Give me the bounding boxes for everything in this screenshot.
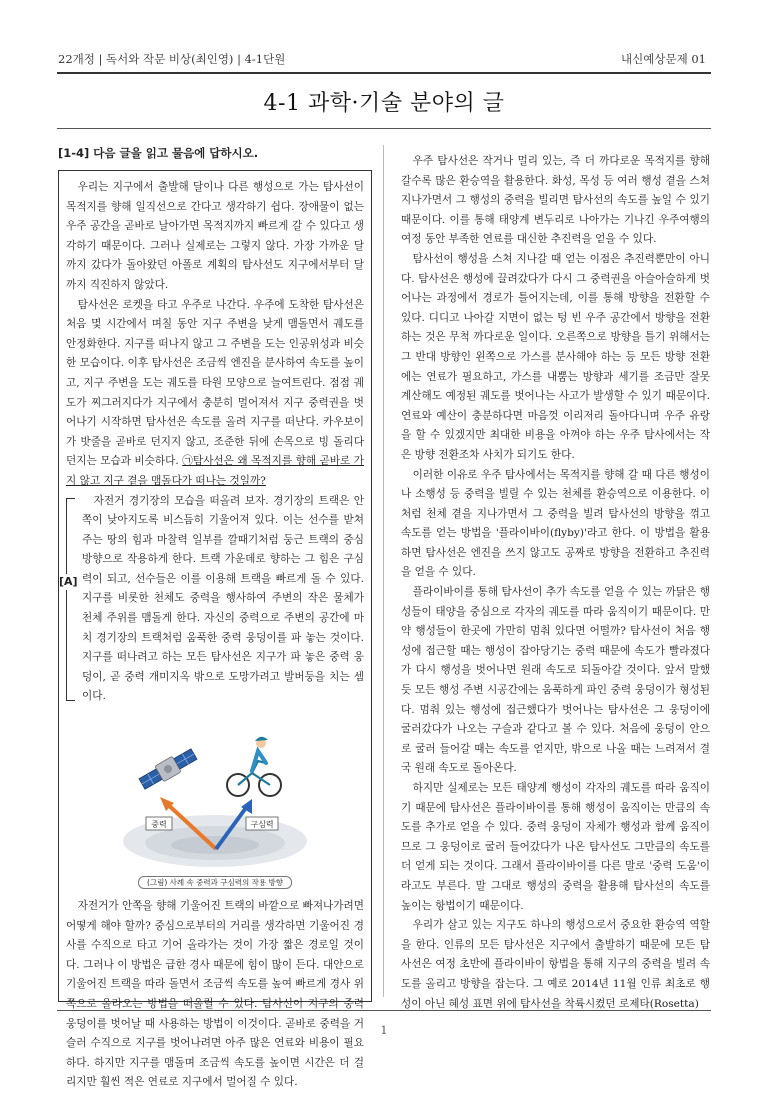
satellite-icon (138, 746, 199, 792)
footer-rule (57, 1010, 711, 1011)
paragraph: 하지만 실제로는 모든 태양계 행성이 각자의 궤도를 따라 움직이기 때문에 탐사선은 플라이바이를 통해 행성이 움직이는 만큼의 속도를 추가로 얻을 수 있다. 중력 웅덩이 자체가 행성과 함께 움직이므로 그 웅덩이로 굴러 들어갔다가 나온 탐사선도 그만큼의 속도를 더 얻게 되는 것이다. 그래서 플라이바이를 다른 말로 '중력 도움'이라고도 부른다. 말 그대로 행성의 중력을 활용해 탐사선의 속도를 높이는 항법이기 때문이다. (401, 782, 710, 912)
question-instruction: [1-4] 다음 글을 읽고 물음에 답하시오. (58, 146, 259, 160)
ground-ellipse-core (171, 836, 259, 854)
figure-illustration (120, 721, 310, 871)
page-number: 1 (380, 1024, 388, 1037)
left-column (59, 178, 365, 1093)
paragraph: 자전거가 안쪽을 향해 기울어진 트랙의 바깥으로 빠져나가려면 어떻게 해야 할까? 중심으로부터의 거리를 생각하면 기울어진 경사를 수직으로 타고 기어 올라가는 것이 가장 짧은 경로일 것이다. 그러나 이 방법은 급한 경사 때문에 힘이 많이 든다. 대안으로 기울어진 트랙을 따라 돌면서 조금씩 속도를 높여 빠르게 경사 위쪽으로 올라오는 방법을 떠올릴 수 있다. 탐사선이 지구의 중력 웅덩이를 벗어날 때 사용하는 방법이 이것이다. 곧바로 중력을 거슬러 수직으로 지구를 벗어나려면 아주 많은 연료와 비용이 필요하다. 하지만 지구를 맴돌며 조금씩 속도를 높이면 시간은 더 걸리지만 훨씬 적은 연료로 지구에서 멀어질 수 있다. (66, 900, 364, 1089)
header-rule (57, 72, 711, 74)
bracket-block-a (59, 492, 364, 708)
header-right: 내신예상문제 01 (621, 52, 706, 66)
paragraph (66, 296, 364, 492)
paragraph: 탐사선이 행성을 스쳐 지나갈 때 얻는 이점은 추진력뿐만이 아니다. 탐사선은 행성에 끌려갔다가 다시 그 중력권을 아슬아슬하게 벗어나는 과정에서 경로가 틀어지는데, 이를 통해 방향을 전환할 수 있다. 디디고 나아갈 지면이 없는 텅 빈 우주 공간에서 방향을 전환하는 것은 무척 까다로운 일이다. 오른쪽으로 방향을 틀기 위해서는 그 반대 방향인 왼쪽으로 가스를 분사해야 하는 등 모든 방향 전환에는 연료가 필요하고, 가스를 내뿜는 방향과 세기를 조금만 잘못 계산해도 예정된 궤도를 벗어나는 사고가 발생할 수 있기 때문이다. 연료와 예산이 충분하다면 마음껏 이리저리 돌아다니며 우주 유랑을 할 수 있겠지만 최대한 비용을 아껴야 하는 우주 탐사에서는 작은 방향 전환조차 사치가 되기도 한다. (401, 252, 710, 461)
figure-caption: (그림) 사례 속 중력과 구심력의 작용 방향 (66, 877, 364, 889)
column-divider (383, 145, 384, 997)
paragraph: 우주 탐사선은 작거나 멀리 있는, 즉 더 까다로운 목적지를 향해 갈수록 많은 환승역을 활용한다. 화성, 목성 등 여러 행성 곁을 스쳐 지나가면서 그 행성의 중력을 빌리면 탐사선의 속도를 높일 수 있기 때문이다. 이를 통해 태양계 변두리로 나아가는 기나긴 우주여행의 여정 동안 부족한 연료를 대신한 추진력을 얻을 수 있다. (401, 155, 710, 246)
header-left: 22개정 | 독서와 작문 비상(최인영) | 4-1단원 (58, 52, 286, 66)
underlined-question: ㉠탐사선은 왜 목적지를 향해 곧바로 가지 않고 지구 곁을 맴돌다가 떠나는 것일까? (66, 455, 365, 487)
figure-svg (120, 721, 310, 871)
gravity-label: 중력 (151, 820, 167, 830)
page-title: 4-1 과학·기술 분야의 글 (263, 91, 505, 116)
bracket-label: [A] (59, 574, 78, 588)
cyclist-icon (227, 737, 281, 796)
title-rule (57, 128, 711, 129)
paragraph-text: 탐사선은 로켓을 타고 우주로 나간다. 우주에 도착한 탐사선은 처음 몇 시간에서 며칠 동안 지구 주변을 낮게 맴돌면서 궤도를 안정화한다. 지구를 떠나지 않고 그 주변을 도는 인공위성과 비슷한 모습이다. 이후 탐사선은 조금씩 엔진을 분사하여 속도를 높이고, 지구 주변을 도는 궤도를 타원 모양으로 늘여트린다. 점점 궤도가 찌그러지다가 지구에서 충분히 멀어져서 지구 중력권을 벗어나기 시작하면 탐사선은 속도를 올려 지구를 떠난다. 카우보이가 밧줄을 곧바로 던지지 않고, 조준한 뒤에 손목으로 빙 돌리다 던지는 모습과 비슷하다. (66, 298, 364, 468)
paragraph: 우리는 지구에서 출발해 달이나 다른 행성으로 가는 탐사선이 목적지를 향해 일직선으로 간다고 생각하기 쉽다. 장애물이 없는 우주 공간을 곧바로 날아가면 목적지까지 빠르게 갈 수 있다고 생각하기 때문이다. 그러나 실제로는 그렇지 않다. 가장 가까운 달까지 갔다가 돌아왔던 아폴로 계획의 탐사선도 지구에서부터 달까지 직진하지 않았다. (66, 181, 364, 291)
paragraph: 이러한 이유로 우주 탐사에서는 목적지를 향해 갈 때 다른 행성이나 소행성 등 중력을 빌릴 수 있는 천체를 환승역으로 이용한다. 이처럼 천체 곁을 지나가면서 그 중력을 빌려 탐사선의 방향을 꺾고 속도를 얻는 방법을 '플라이바이(flyby)'라고 한다. 이 방법을 활용하면 탐사선은 엔진을 쓰지 않고도 공짜로 방향을 전환하고 추진력을 얻을 수 있다. (401, 468, 710, 579)
bracket-paragraph: 자전거 경기장의 모습을 떠올려 보자. 경기장의 트랙은 안쪽이 낮아지도록 비스듬히 기울어져 있다. 이는 선수를 받쳐 주는 땅의 힘과 마찰력 일부를 깔때기처럼 둥근 트랙의 중심 방향으로 작용하게 한다. 트랙 가운데로 향하는 그 힘은 구심력이 되고, 선수들은 이를 이용해 트랙을 빠르게 돌 수 있다. 지구를 비롯한 천체도 중력을 행사하여 주변의 작은 물체가 천체 주위를 맴돌게 한다. 자신의 중력으로 주변의 공간에 마치 경기장의 트랙처럼 움푹한 중력 웅덩이를 파 놓는 것이다. 지구를 떠나려고 하는 모든 탐사선은 지구가 파 놓은 중력 웅덩이, 곧 중력 개미지옥 밖으로 도망가려고 발버둥을 치는 셈이다. (82, 494, 364, 703)
paragraph: 플라이바이를 통해 탐사선이 추가 속도를 얻을 수 있는 까닭은 행성들이 태양을 중심으로 각자의 궤도를 따라 움직이기 때문이다. 만약 행성들이 한곳에 가만히 멈춰 있다면 어떨까? 탐사선이 처음 행성에 접근할 때는 행성이 잡아당기는 중력 때문에 속도가 빨라졌다가 다시 행성을 벗어나면 원래 속도로 되돌아갈 것이다. 앞서 말했듯 모든 행성 주변 시공간에는 움푹하게 파인 중력 웅덩이가 형성된다. 멈춰 있는 행성에 접근했다가 벗어나는 탐사선은 그 웅덩이에 굴러갔다가 나오는 구슬과 같다고 볼 수 있다. 처음에 웅덩이 안으로 굴러 들어갈 때는 속도를 얻지만, 밖으로 나올 때는 느려져서 결국 원래 속도로 돌아온다. (401, 586, 710, 775)
paragraph: 우리가 살고 있는 지구도 하나의 행성으로서 중요한 환승역 역할을 한다. 인류의 모든 탐사선은 지구에서 출발하기 때문에 모든 탐사선은 여정 초반에 플라이바이 항법을 통해 지구의 중력을 빌려 속도를 올리고 방향을 잡는다. 그 예로 2014년 11월 인류 최초로 행성이 아닌 혜성 표면 위에 탐사선을 착륙시켰던 로제타(Rosetta) (401, 919, 710, 1010)
bracket-line (66, 498, 75, 702)
right-column (401, 152, 710, 1014)
centripetal-label: 구심력 (250, 820, 274, 830)
